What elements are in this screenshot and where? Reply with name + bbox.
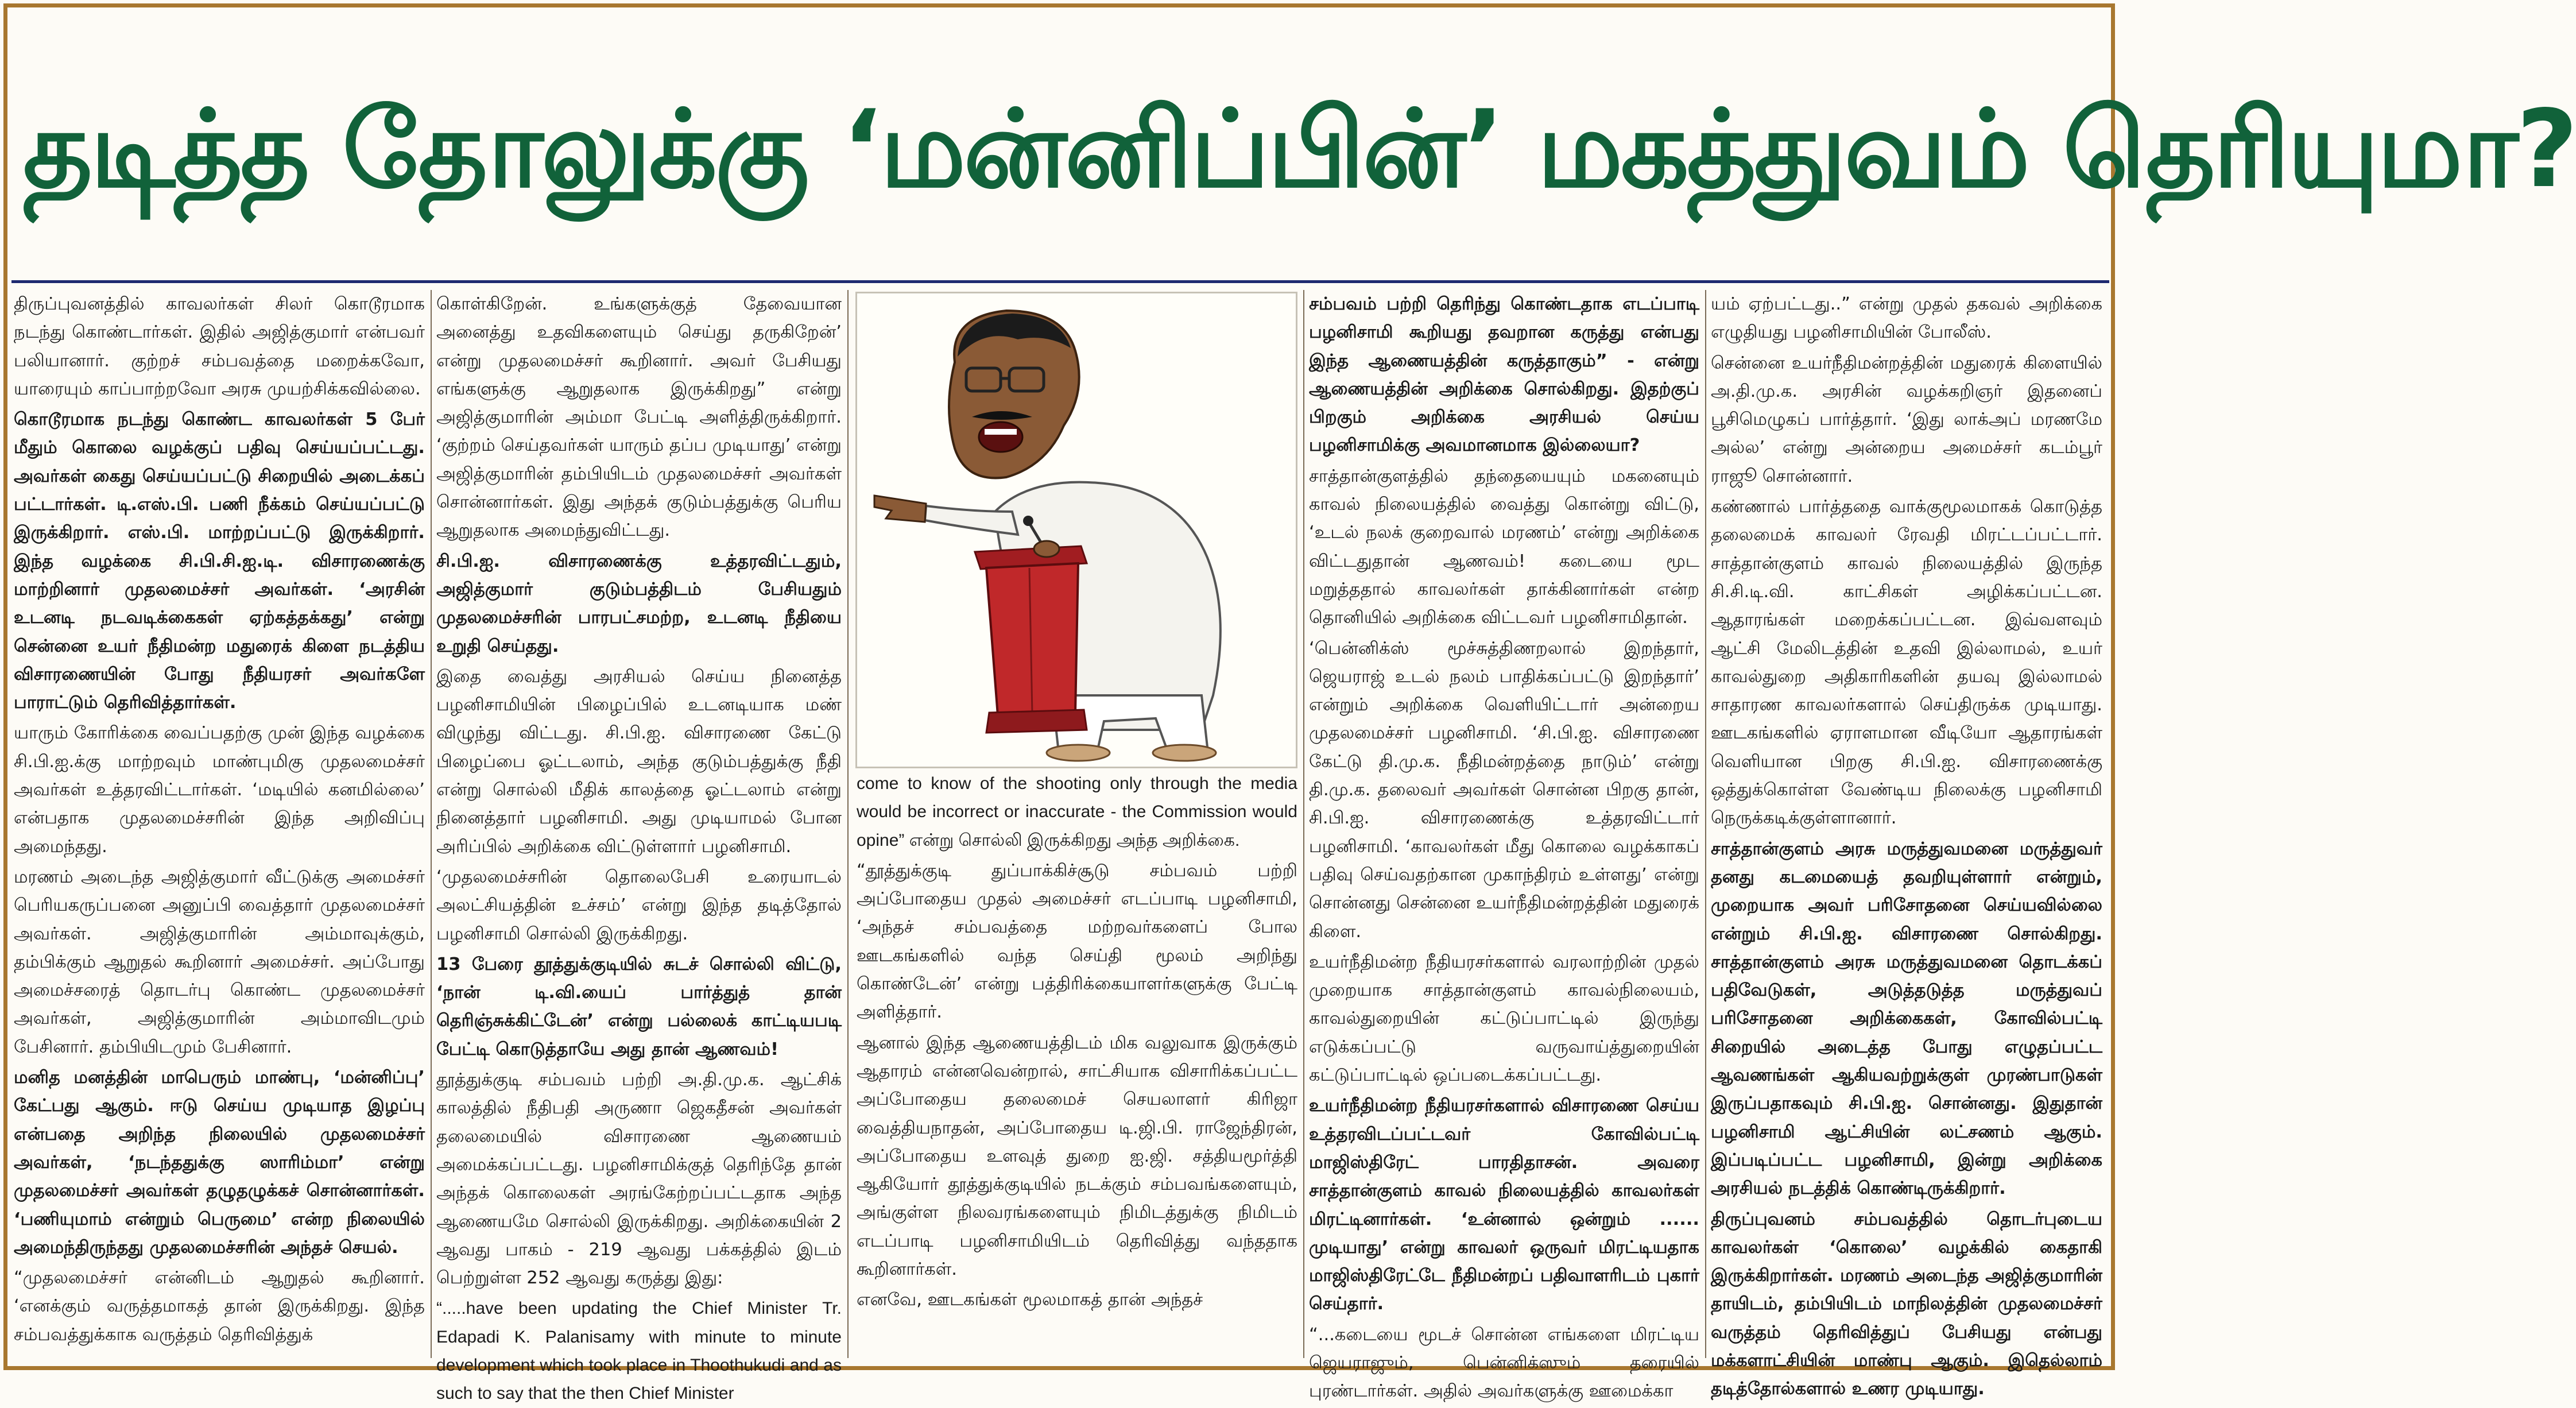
- article-paragraph: சம்பவம் பற்றி தெரிந்து கொண்டதாக எடப்பாடி பழனிசாமி கூறியது தவறான கருத்து என்பது இந்த ஆணையத்தின் கருத்தாகும்” - என்று ஆணையத்தின் அறிக்கை சொல்கிறது. இதற்குப் பிறகும் அறிக்கை அரசியல் செய்ய பழனிசாமிக்கு அவமானமாக இல்லையா?: [1309, 294, 1699, 456]
- politician-caricature-icon: [857, 293, 1296, 767]
- article-paragraph: சி.பி.ஐ. விசாரணைக்கு உத்தரவிட்டதும், அஜித்குமார் குடும்பத்திடம் பேசியதும் முதலமைச்சரின் பாரபட்சமற்ற, உடனடி நீதியை உறுதி செய்தது.: [436, 551, 842, 656]
- article-paragraph: ‘பென்னிக்ஸ் மூச்சுத்திணறலால் இறந்தார், ஜெயராஜ் உடல் நலம் பாதிக்கப்பட்டு இறந்தார்’ என்றும் அறிக்கை வெளியிட்டார் அன்றைய முதலமைச்சர் பழனிசாமி. ‘சி.பி.ஐ. விசாரணை கேட்டு தி.மு.க. நீதிமன்றத்தை நாடும்’ என்று தி.மு.க. தலைவர் அவர்கள் சொன்ன பிறகு தான், சி.பி.ஐ. விசாரணைக்கு உத்தரவிட்டார் பழனிசாமி. ‘காவலர்கள் மீது கொலை வழக்காகப் பதிவு செய்வதற்கான முகாந்திரம் உள்ளது’ என்று சொன்னது சென்னை உயர்நீதிமன்றத்தின் மதுரைக் கிளை.: [1309, 638, 1699, 942]
- article-paragraph: தூத்துக்குடி சம்பவம் பற்றி அ.தி.மு.க. ஆட்சிக் காலத்தில் நீதிபதி அருணா ஜெகதீசன் அவர்கள் தலைமையில் விசாரணை ஆணையம் அமைக்கப்பட்டது. பழனிசாமிக்குத் தெரிந்தே தான் அந்தக் கொலைகள் அரங்கேற்றப்பட்டதாக அந்த ஆணையமே சொல்லி இருக்கிறது. அறிக்கையின் 2 ஆவது பாகம் - 219 ஆவது பக்கத்தில் இடம் பெற்றுள்ள 252 ஆவது கருத்து இது:: [436, 1070, 842, 1289]
- article-paragraph: ஆனால் இந்த ஆணையத்திடம் மிக வலுவாக இருக்கும் ஆதாரம் என்னவென்றால், சாட்சியாக விசாரிக்கப்பட்ட அப்போதைய தலைமைச் செயலாளர் கிரிஜா வைத்தியநாதன், அப்போதைய டி.ஜி.பி. ராஜேந்திரன், அப்போதைய உளவுத் துறை ஐ.ஜி. சத்தியமூர்த்தி ஆகியோர் தூத்துக்குடியில் நடக்கும் சம்பவங்களையும், அங்குள்ள நிலவரங்களையும் நிமிடத்துக்கு நிமிடம் எடப்பாடி பழனிசாமியிடம் தெரிவித்து வந்ததாக கூறினார்கள்.: [857, 1032, 1297, 1280]
- article-paragraph: உயர்நீதிமன்ற நீதியரசர்களால் வரலாற்றின் முதல் முறையாக சாத்தான்குளம் காவல்நிலையம், காவல்துறையின் கட்டுப்பாட்டில் இருந்து எடுக்கப்பட்டு வருவாய்த்துறையின் கட்டுப்பாட்டில் ஒப்படைக்கப்பட்டது.: [1309, 951, 1699, 1086]
- column-divider: [1705, 290, 1706, 1358]
- article-column-2: [436, 290, 842, 1403]
- article-column-1: [14, 290, 425, 1358]
- article-paragraph: ‘முதலமைச்சரின் தொலைபேசி உரையாடல் அலட்சியத்தின் உச்சம்’ என்று இந்த தடித்தோல் பழனிசாமி சொல்லி இருக்கிறது.: [436, 867, 842, 944]
- article-paragraph: இதை வைத்து அரசியல் செய்ய நினைத்த பழனிசாமியின் பிழைப்பில் உடனடியாக மண் விழுந்து விட்டது. சி.பி.ஐ. விசாரணை கேட்டு பிழைப்பை ஓட்டலாம், அந்த குடும்பத்துக்கு நீதி என்று சொல்லி மீதிக் காலத்தை ஓட்டலாம் என்று நினைத்தார் பழனிசாமி. அது முடியாமல் போன அரிப்பில் அறிக்கை விட்டுள்ளார் பழனிசாமி.: [436, 666, 842, 857]
- column-divider: [431, 290, 432, 1358]
- article-paragraph: யம் ஏற்பட்டது..” என்று முதல் தகவல் அறிக்கை எழுதியது பழனிசாமியின் போலீஸ்.: [1711, 294, 2102, 343]
- article-paragraph: கொடூரமாக நடந்து கொண்ட காவலர்கள் 5 பேர் மீதும் கொலை வழக்குப் பதிவு செய்யப்பட்டது. அவர்கள் கைது செய்யப்பட்டு சிறையில் அடைக்கப் பட்டார்கள். டி.எஸ்.பி. பணி நீக்கம் செய்யப்பட்டு இருக்கிறார். எஸ்.பி. மாற்றப்பட்டு இருக்கிறார். இந்த வழக்கை சி.பி.சி.ஐ.டி. விசாரணைக்கு மாற்றினார் முதலமைச்சர் அவர்கள். ‘அரசின் உடனடி நடவடிக்கைகள் ஏற்கத்தக்கது’ என்று சென்னை உயர் நீதிமன்ற மதுரைக் கிளை நடத்திய விசாரணையின் போது நீதியரசர் அவர்களே பாராட்டும் தெரிவித்தார்கள்.: [14, 409, 425, 713]
- article-paragraph: கொள்கிறேன். உங்களுக்குத் தேவையான அனைத்து உதவிகளையும் செய்து தருகிறேன்’ என்று முதலமைச்சர் கூறினார். அவர் பேசியது எங்களுக்கு ஆறுதலாக இருக்கிறது” என்று அஜித்குமாரின் அம்மா பேட்டி அளித்திருக்கிறார். ‘குற்றம் செய்தவர்கள் யாரும் தப்ப முடியாது’ என்று அஜித்குமாரின் தம்பியிடம் முதலமைச்சர் அவர்கள் சொன்னார்கள். இது அந்தக் குடும்பத்துக்கு பெரிய ஆறுதலாக அமைந்துவிட்டது.: [436, 294, 842, 541]
- article-paragraph: எனவே, ஊடகங்கள் மூலமாகத் தான் அந்தச்: [857, 1290, 1203, 1310]
- article-column-5: [1711, 290, 2102, 1399]
- column-divider: [1303, 290, 1304, 1358]
- article-paragraph: சாத்தான்குளத்தில் தந்தையையும் மகனையும் காவல் நிலையத்தில் வைத்து கொன்று விட்டு, ‘உடல் நலக் குறைவால் மரணம்’ என்று அறிக்கை விட்டதுதான் ஆணவம்! கடையை மூட மறுத்ததால் காவலர்கள் தாக்கினார்கள் என்ற தொனியில் அறிக்கை விட்டவர் பழனிசாமிதான்.: [1309, 466, 1699, 628]
- article-paragraph: “தூத்துக்குடி துப்பாக்கிச்சூடு சம்பவம் பற்றி அப்போதைய முதல் அமைச்சர் எடப்பாடி பழனிசாமி, ‘அந்தச் சம்பவத்தை மற்றவர்களைப் போல ஊடகங்களில் வந்த செய்தி மூலம் அறிந்து கொண்டேன்’ என்று பத்திரிக்கையாளர்களுக்கு பேட்டி அளித்தார்.: [857, 860, 1297, 1023]
- article-paragraph: யாரும் கோரிக்கை வைப்பதற்கு முன் இந்த வழக்கை சி.பி.ஐ.க்கு மாற்றவும் மாண்புமிகு முதலமைச்சர் அவர்கள் உத்தரவிட்டார்கள். ‘மடியில் கனமில்லை’ என்பதாக முதலமைச்சரின் இந்த அறிவிப்பு அமைந்தது.: [14, 723, 425, 857]
- article-paragraph: திருப்புவனம் சம்பவத்தில் தொடர்புடைய காவலர்கள் ‘கொலை’ வழக்கில் கைதாகி இருக்கிறார்கள். மரணம் அடைந்த அஜித்குமாரின் தாயிடம், தம்பியிடம் மாநிலத்தின் முதலமைச்சர் வருத்தம் தெரிவித்துப் பேசியது என்பது மக்களாட்சியின் மாண்பு ஆகும். இதெல்லாம் தடித்தோல்களால் உணர முடியாது.: [1711, 1209, 2102, 1399]
- article-column-4: [1309, 290, 1699, 1402]
- article-column-3: [857, 769, 1297, 1358]
- article-paragraph: 13 பேரை தூத்துக்குடியில் சுடச் சொல்லி விட்டு, ‘நான் டி.வி.யைப் பார்த்துத் தான் தெரிஞ்சுக்கிட்டேன்’ என்று பல்லைக் காட்டியபடி பேட்டி கொடுத்தாயே அது தான் ஆணவம்!: [436, 954, 842, 1059]
- headline-rule: [11, 280, 2109, 283]
- article-paragraph: கண்ணால் பார்த்ததை வாக்குமூலமாகக் கொடுத்த தலைமைக் காவலர் ரேவதி மிரட்டப்பட்டார். சாத்தான்குளம் காவல் நிலையத்தில் இருந்த சி.சி.டி.வி. காட்சிகள் அழிக்கப்பட்டன. ஆதாரங்கள் மறைக்கப்பட்டன. இவ்வளவும் ஆட்சி மேலிடத்தின் உதவி இல்லாமல், உயர் காவல்துறை அதிகாரிகளின் தயவு இல்லாமல் சாதாரண காவலர்களால் செய்திருக்க முடியாது. ஊடகங்களில் ஏராளமான வீடியோ ஆதாரங்கள் வெளியான பிறகு சி.பி.ஐ. விசாரணைக்கு ஒத்துக்கொள்ள வேண்டிய நிலைக்கு பழனிசாமி நெருக்கடிக்குள்ளானார்.: [1711, 497, 2102, 829]
- article-paragraph: சாத்தான்குளம் அரசு மருத்துவமனை மருத்துவர் தனது கடமையைத் தவறியுள்ளார் என்றும், முறையாக அவர் பரிசோதனை செய்யவில்லை என்றும் சி.பி.ஐ. விசாரணை சொல்கிறது. சாத்தான்குளம் அரசு மருத்துவமனை தொடக்கப் பதிவேடுகள், அடுத்தடுத்த மருத்துவப் பரிசோதனை அறிக்கைகள், கோவில்பட்டி சிறையில் அடைத்த போது எழுதப்பட்ட ஆவணங்கள் ஆகியவற்றுக்குள் முரண்பாடுகள் இருப்பதாகவும் சி.பி.ஐ. சொன்னது. இதுதான் பழனிசாமி ஆட்சியின் லட்சணம் ஆகும். இப்படிப்பட்ட பழனிசாமி, இன்று அறிக்கை அரசியல் நடத்திக் கொண்டிருக்கிறார்.: [1711, 838, 2102, 1199]
- article-paragraph: மனித மனத்தின் மாபெரும் மாண்பு, ‘மன்னிப்பு’ கேட்பது ஆகும். ஈடு செய்ய முடியாத இழப்பு என்பதை அறிந்த நிலையில் முதலமைச்சர் அவர்கள், ‘நடந்ததுக்கு ஸாரிம்மா’ என்று முதலமைச்சர் அவர்கள் தழுதழுக்கச் சொன்னார்கள். ‘பணியுமாம் என்றும் பெருமை’ என்ற நிலையில் அமைந்திருந்தது முதலமைச்சரின் அந்தச் செயல்.: [14, 1067, 425, 1258]
- article-paragraph: “...கடையை மூடச் சொன்ன எங்களை மிரட்டிய ஜெயராஜும், பென்னிக்ஸும் தரையில் புரண்டார்கள். அதில் அவர்களுக்கு ஊமைக்கா: [1309, 1324, 1699, 1402]
- article-paragraph: உயர்நீதிமன்ற நீதியரசர்களால் விசாரணை செய்ய உத்தரவிடப்பட்டவர் கோவில்பட்டி மாஜிஸ்திரேட் பாரதிதாசன். அவரை சாத்தான்குளம் காவல் நிலையத்தில் காவலர்கள் மிரட்டினார்கள். ‘உன்னால் ஒன்றும் ...... முடியாது’ என்று காவலர் ஒருவர் மிரட்டியதாக மாஜிஸ்திரேட்டே நீதிமன்றப் பதிவாளரிடம் புகார் செய்தார்.: [1309, 1096, 1699, 1314]
- cartoon-illustration: [855, 292, 1297, 768]
- article-paragraph: come to know of the shooting only through the media would be incorrect or inaccurate - the Commission would opine” என்று சொல்லி இருக்கிறது அந்த அறிக்கை.: [857, 774, 1297, 850]
- article-paragraph: திருப்புவனத்தில் காவலர்கள் சிலர் கொடூரமாக நடந்து கொண்டார்கள். இதில் அஜித்குமார் என்பவர் பலியானார். குற்றச் சம்பவத்தை மறைக்கவோ, யாரையும் காப்பாற்றவோ அரசு முயற்சிக்கவில்லை.: [14, 294, 425, 399]
- headline: தடித்த தோலுக்கு ‘மன்னிப்பின்’ மகத்துவம் தெரியுமா?: [23, 87, 2576, 211]
- article-paragraph: மரணம் அடைந்த அஜித்குமார் வீட்டுக்கு அமைச்சர் பெரியகருப்பனை அனுப்பி வைத்தார் முதலமைச்சர் அவர்கள். அஜித்குமாரின் அம்மாவுக்கும், தம்பிக்கும் ஆறுதல் கூறினார் அமைச்சர். அப்போது அமைச்சரைத் தொடர்பு கொண்ட முதலமைச்சர் அவர்கள், அஜித்குமாரின் அம்மாவிடமும் பேசினார். தம்பியிடமும் பேசினார்.: [14, 867, 425, 1057]
- article-paragraph: “.....have been updating the Chief Minister Tr. Edapadi K. Palanisamy with minute to minute development which took place in Thoothukudi and as such to say that the then Chief Minister: [436, 1299, 842, 1403]
- column-divider: [847, 290, 849, 1358]
- article-paragraph: சென்னை உயர்நீதிமன்றத்தின் மதுரைக் கிளையில் அ.தி.மு.க. அரசின் வழக்கறிஞர் இதனைப் பூசிமெழுகப் பார்த்தார். ‘இது லாக்அப் மரணமே அல்ல’ என்று அன்றைய அமைச்சர் கடம்பூர் ராஜூ சொன்னார்.: [1711, 353, 2102, 486]
- article-paragraph: “முதலமைச்சர் என்னிடம் ஆறுதல் கூறினார். ‘எனக்கும் வருத்தமாகத் தான் இருக்கிறது. இந்த சம்பவத்துக்காக வருத்தம் தெரிவித்துக்: [14, 1268, 425, 1345]
